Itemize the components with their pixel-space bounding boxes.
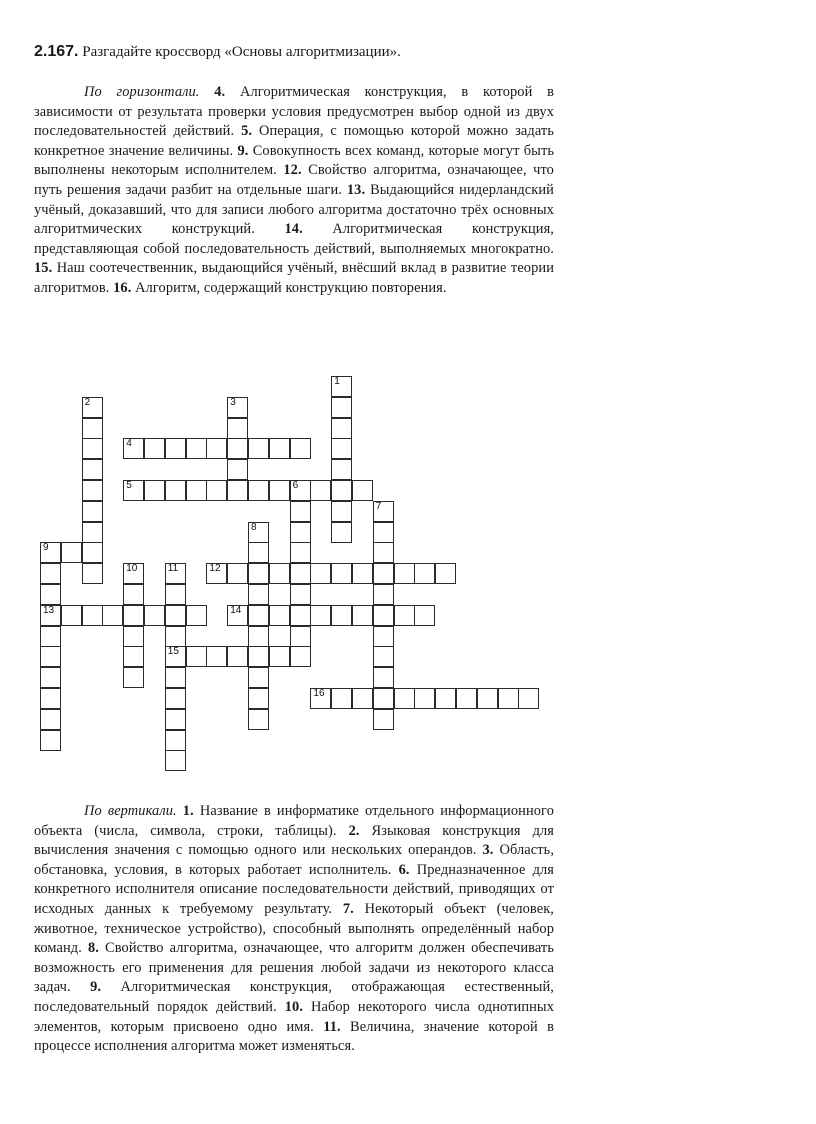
crossword-cell[interactable] — [310, 563, 331, 584]
crossword-cell[interactable] — [290, 438, 311, 459]
down-clue-number: 2. — [348, 822, 360, 839]
crossword-cell[interactable] — [290, 563, 311, 584]
crossword-cell[interactable] — [373, 501, 394, 522]
crossword-cell-number: 4 — [126, 438, 132, 450]
crossword-cell[interactable] — [82, 418, 103, 439]
crossword-cell[interactable] — [165, 667, 186, 688]
crossword-cell[interactable] — [373, 584, 394, 605]
crossword-cell[interactable] — [227, 605, 248, 626]
crossword-cell[interactable] — [123, 667, 144, 688]
crossword-cell[interactable] — [82, 522, 103, 543]
down-clue-number: 10. — [284, 998, 304, 1015]
across-clue-text: Свойство алгоритма, означающее, что путь решения задачи разбит на отдельные шаги. — [34, 162, 554, 198]
exercise-number: 2.167. — [34, 43, 79, 60]
crossword-cell[interactable] — [40, 667, 61, 688]
crossword-cell[interactable] — [310, 688, 331, 709]
exercise-heading — [34, 42, 794, 62]
crossword-cell[interactable] — [331, 501, 352, 522]
crossword-cell[interactable] — [61, 605, 82, 626]
crossword-cell[interactable] — [186, 646, 207, 667]
across-clue-text: Алгоритм, содержащий конструкцию повторения. — [135, 279, 447, 296]
down-clue-number: 7. — [342, 900, 354, 917]
crossword-cell-number: 12 — [209, 563, 221, 575]
crossword-cell[interactable] — [82, 459, 103, 480]
crossword-cell[interactable] — [269, 605, 290, 626]
crossword-cell[interactable] — [165, 438, 186, 459]
crossword-cell[interactable] — [165, 563, 186, 584]
crossword-cell[interactable] — [290, 584, 311, 605]
crossword-cell[interactable] — [248, 709, 269, 730]
down-clue-text: Набор некоторого числа однотипных элементов, которым присвоено одно имя. — [34, 998, 554, 1035]
down-clue-text: Некоторый объект (человек, животное, техническое устройство), способный выполнять определённый набор команд. — [34, 900, 554, 957]
crossword-cell[interactable] — [82, 501, 103, 522]
crossword-cell[interactable] — [165, 605, 186, 626]
crossword-cell[interactable] — [186, 605, 207, 626]
crossword-cell[interactable] — [394, 563, 415, 584]
crossword-cell[interactable] — [352, 480, 373, 501]
crossword-cell[interactable] — [331, 605, 352, 626]
crossword-cell[interactable] — [40, 730, 61, 751]
crossword-cell[interactable] — [123, 626, 144, 647]
crossword-cell-number: 11 — [167, 563, 179, 575]
crossword-cell[interactable] — [248, 667, 269, 688]
down-clue-number: 1. — [182, 803, 194, 819]
crossword-cell[interactable] — [290, 542, 311, 563]
crossword-cell[interactable] — [269, 480, 290, 501]
down-clue-text: Языковая конструкция для вычисления значения с помощью одного или нескольких операндов. — [34, 822, 555, 859]
crossword-cell[interactable] — [373, 688, 394, 709]
crossword-cell[interactable] — [352, 563, 373, 584]
crossword-cell[interactable] — [290, 522, 311, 543]
crossword-cell[interactable] — [227, 646, 248, 667]
crossword-cell[interactable] — [310, 605, 331, 626]
crossword-cell[interactable] — [82, 605, 103, 626]
across-clue-text: Алгоритмическая конструкция, представляющая собой последовательность действий, выполняемых многократно. — [34, 221, 554, 257]
crossword-cell[interactable] — [186, 438, 207, 459]
down-clue-number: 6. — [398, 861, 410, 878]
down-clues — [34, 802, 554, 1057]
crossword-cell[interactable] — [82, 542, 103, 563]
crossword-cell[interactable] — [165, 709, 186, 730]
crossword-cell[interactable] — [123, 646, 144, 667]
crossword-cell[interactable] — [165, 750, 186, 771]
crossword-cell[interactable] — [248, 563, 269, 584]
across-clue-number: 13. — [346, 181, 366, 198]
crossword-cell[interactable] — [477, 688, 498, 709]
crossword-cell[interactable] — [123, 605, 144, 626]
crossword-cell-number: 1 — [334, 376, 340, 387]
down-clue-number: 8. — [87, 940, 99, 957]
across-clue-text: Выдающийся нидерландский учёный, доказавший, что для записи любого алгоритма достаточно трёх основных алгоритмических конструкций. — [34, 181, 554, 238]
crossword-cell[interactable] — [373, 709, 394, 730]
crossword-cell[interactable] — [40, 688, 61, 709]
crossword-cell[interactable] — [40, 626, 61, 647]
crossword-cell[interactable] — [331, 376, 352, 397]
crossword-cell[interactable] — [414, 563, 435, 584]
crossword-cell[interactable] — [40, 605, 61, 626]
crossword-cell[interactable] — [290, 626, 311, 647]
crossword-cell[interactable] — [394, 688, 415, 709]
crossword-cell[interactable] — [123, 584, 144, 605]
crossword-cell-number: 8 — [251, 521, 257, 533]
across-clue-number: 4. — [214, 84, 226, 100]
across-label: По горизонтали. — [84, 84, 200, 100]
crossword-cell[interactable] — [435, 563, 456, 584]
crossword-cell[interactable] — [144, 438, 165, 459]
down-clue-text: Величина, значение которой в процессе исполнения алгоритма может изменяться. — [34, 1018, 554, 1055]
down-clue-number: 11. — [323, 1018, 341, 1035]
crossword-cell[interactable] — [373, 542, 394, 563]
crossword-cell[interactable] — [248, 480, 269, 501]
crossword-cell[interactable] — [227, 459, 248, 480]
crossword-cell[interactable] — [373, 605, 394, 626]
crossword-cell[interactable] — [373, 626, 394, 647]
crossword-cell-number: 15 — [167, 646, 179, 658]
across-clue-number: 15. — [34, 260, 53, 277]
crossword-cell[interactable] — [352, 605, 373, 626]
crossword-cell-number: 9 — [43, 542, 49, 554]
crossword-cell[interactable] — [227, 563, 248, 584]
crossword-cell[interactable] — [144, 605, 165, 626]
crossword-cell[interactable] — [40, 542, 61, 563]
crossword-cell[interactable] — [331, 688, 352, 709]
crossword-cell-number: 2 — [84, 396, 91, 408]
crossword-cell[interactable] — [352, 688, 373, 709]
crossword-cell[interactable] — [82, 397, 103, 418]
crossword-cell-number: 7 — [375, 500, 382, 512]
across-clue-text: Совокупность всех команд, которые могут быть выполнены некоторым исполнителем. — [34, 142, 554, 179]
across-clue-number: 12. — [283, 162, 302, 179]
crossword-cell-number: 14 — [230, 604, 242, 616]
crossword-cell[interactable] — [373, 646, 394, 667]
crossword-cell[interactable] — [165, 626, 186, 647]
crossword-cell[interactable] — [248, 626, 269, 647]
across-clue-list — [34, 84, 554, 296]
crossword-cell[interactable] — [269, 563, 290, 584]
crossword-cell[interactable] — [248, 584, 269, 605]
crossword-cell[interactable] — [310, 480, 331, 501]
crossword-cell[interactable] — [165, 480, 186, 501]
exercise-title: Разгадайте кроссворд «Основы алгоритмизации». — [82, 44, 401, 60]
crossword-cell-number: 13 — [43, 604, 55, 616]
crossword-cell[interactable] — [248, 542, 269, 563]
down-clue-text: Алгоритмическая конструкция, отображающая естественный, последовательный порядок действий. — [34, 979, 554, 1015]
crossword-cell[interactable] — [40, 563, 61, 584]
crossword-cell[interactable] — [373, 667, 394, 688]
crossword-cell[interactable] — [227, 438, 248, 459]
crossword-cell-number: 3 — [230, 396, 236, 408]
crossword-cell[interactable] — [61, 542, 82, 563]
crossword-cell-number: 10 — [126, 563, 138, 575]
across-clues — [34, 83, 554, 299]
down-clue-text: Область, обстановка, условия, в которых работает исполнитель. — [34, 842, 555, 878]
across-clue-number: 9. — [237, 142, 249, 159]
down-label: По вертикали. — [84, 803, 177, 819]
across-clue-text: Алгоритмическая конструкция, в которой в зависимости от результата проверки условия предусмотрен выбор одной из двух последовательностей действий. — [34, 84, 555, 140]
crossword-cell[interactable] — [102, 605, 123, 626]
crossword-cell[interactable] — [248, 688, 269, 709]
crossword-cell[interactable] — [331, 480, 352, 501]
crossword-cell[interactable] — [227, 397, 248, 418]
crossword-cell[interactable] — [331, 563, 352, 584]
crossword-cell[interactable] — [123, 438, 144, 459]
across-clue-text: Наш соотечественник, выдающийся учёный, внёсший вклад в развитие теории алгоритмов. — [34, 260, 554, 296]
crossword-cell[interactable] — [394, 605, 415, 626]
crossword-cell[interactable] — [290, 646, 311, 667]
crossword-cell[interactable] — [373, 563, 394, 584]
crossword-cell[interactable] — [290, 501, 311, 522]
down-clue-list — [34, 803, 554, 1054]
across-clue-text: Операция, с помощью которой можно задать конкретное значение величины. — [34, 123, 554, 159]
crossword-cell[interactable] — [227, 480, 248, 501]
crossword-cell[interactable] — [248, 605, 269, 626]
crossword-cell[interactable] — [331, 522, 352, 543]
crossword-cell[interactable] — [269, 646, 290, 667]
across-clue-number: 14. — [284, 221, 303, 238]
down-clue-number: 9. — [90, 979, 102, 996]
crossword-cell[interactable] — [331, 438, 352, 459]
crossword-cell[interactable] — [498, 688, 519, 709]
crossword-cell[interactable] — [165, 646, 186, 667]
crossword-cell[interactable] — [165, 688, 186, 709]
crossword-cell[interactable] — [290, 480, 311, 501]
crossword-cell[interactable] — [82, 563, 103, 584]
crossword-cell[interactable] — [186, 480, 207, 501]
crossword-cell[interactable] — [456, 688, 477, 709]
crossword-cell[interactable] — [518, 688, 539, 709]
crossword-cell[interactable] — [248, 646, 269, 667]
down-clue-text: Предназначенное для конкретного исполнителя описание последовательности действий, приводящих от исходных данных к требуемому результату. — [34, 861, 554, 917]
across-clue-number: 16. — [113, 279, 132, 296]
crossword-cell[interactable] — [331, 459, 352, 480]
crossword-cell[interactable] — [165, 584, 186, 605]
crossword-cell-number: 6 — [292, 480, 299, 491]
crossword-cell[interactable] — [290, 605, 311, 626]
crossword-cell[interactable] — [331, 418, 352, 439]
crossword-cell[interactable] — [248, 438, 269, 459]
crossword-cell[interactable] — [40, 584, 61, 605]
crossword-cell[interactable] — [144, 480, 165, 501]
crossword-cell[interactable] — [248, 522, 269, 543]
crossword-cell[interactable] — [123, 563, 144, 584]
crossword-cell[interactable] — [82, 438, 103, 459]
crossword-cell[interactable] — [82, 480, 103, 501]
crossword-cell[interactable] — [206, 563, 227, 584]
crossword-cell[interactable] — [206, 480, 227, 501]
crossword-cell[interactable] — [206, 438, 227, 459]
crossword-cell[interactable] — [435, 688, 456, 709]
crossword-cell[interactable] — [269, 438, 290, 459]
crossword-cell[interactable] — [40, 646, 61, 667]
down-clue-text: Свойство алгоритма, означающее, что алгоритм должен обеспечивать возможность его применения для решения любой задачи из некоторого класса задач. — [34, 940, 554, 996]
down-clue-text: Название в информатике отдельного информационного объекта (числа, символа, строки, таблицы). — [34, 803, 554, 839]
crossword-cell-number: 16 — [313, 688, 325, 699]
across-clue-number: 5. — [241, 123, 253, 140]
crossword-cell[interactable] — [331, 397, 352, 418]
crossword-cell[interactable] — [227, 418, 248, 439]
crossword-cell-number: 5 — [126, 480, 132, 491]
crossword-cell[interactable] — [206, 646, 227, 667]
crossword-cell[interactable] — [373, 522, 394, 543]
crossword-cell[interactable] — [414, 605, 435, 626]
crossword-cell[interactable] — [40, 709, 61, 730]
crossword-cell[interactable] — [123, 480, 144, 501]
crossword-cell[interactable] — [414, 688, 435, 709]
down-clue-number: 3. — [482, 842, 494, 859]
crossword-cell[interactable] — [165, 730, 186, 751]
